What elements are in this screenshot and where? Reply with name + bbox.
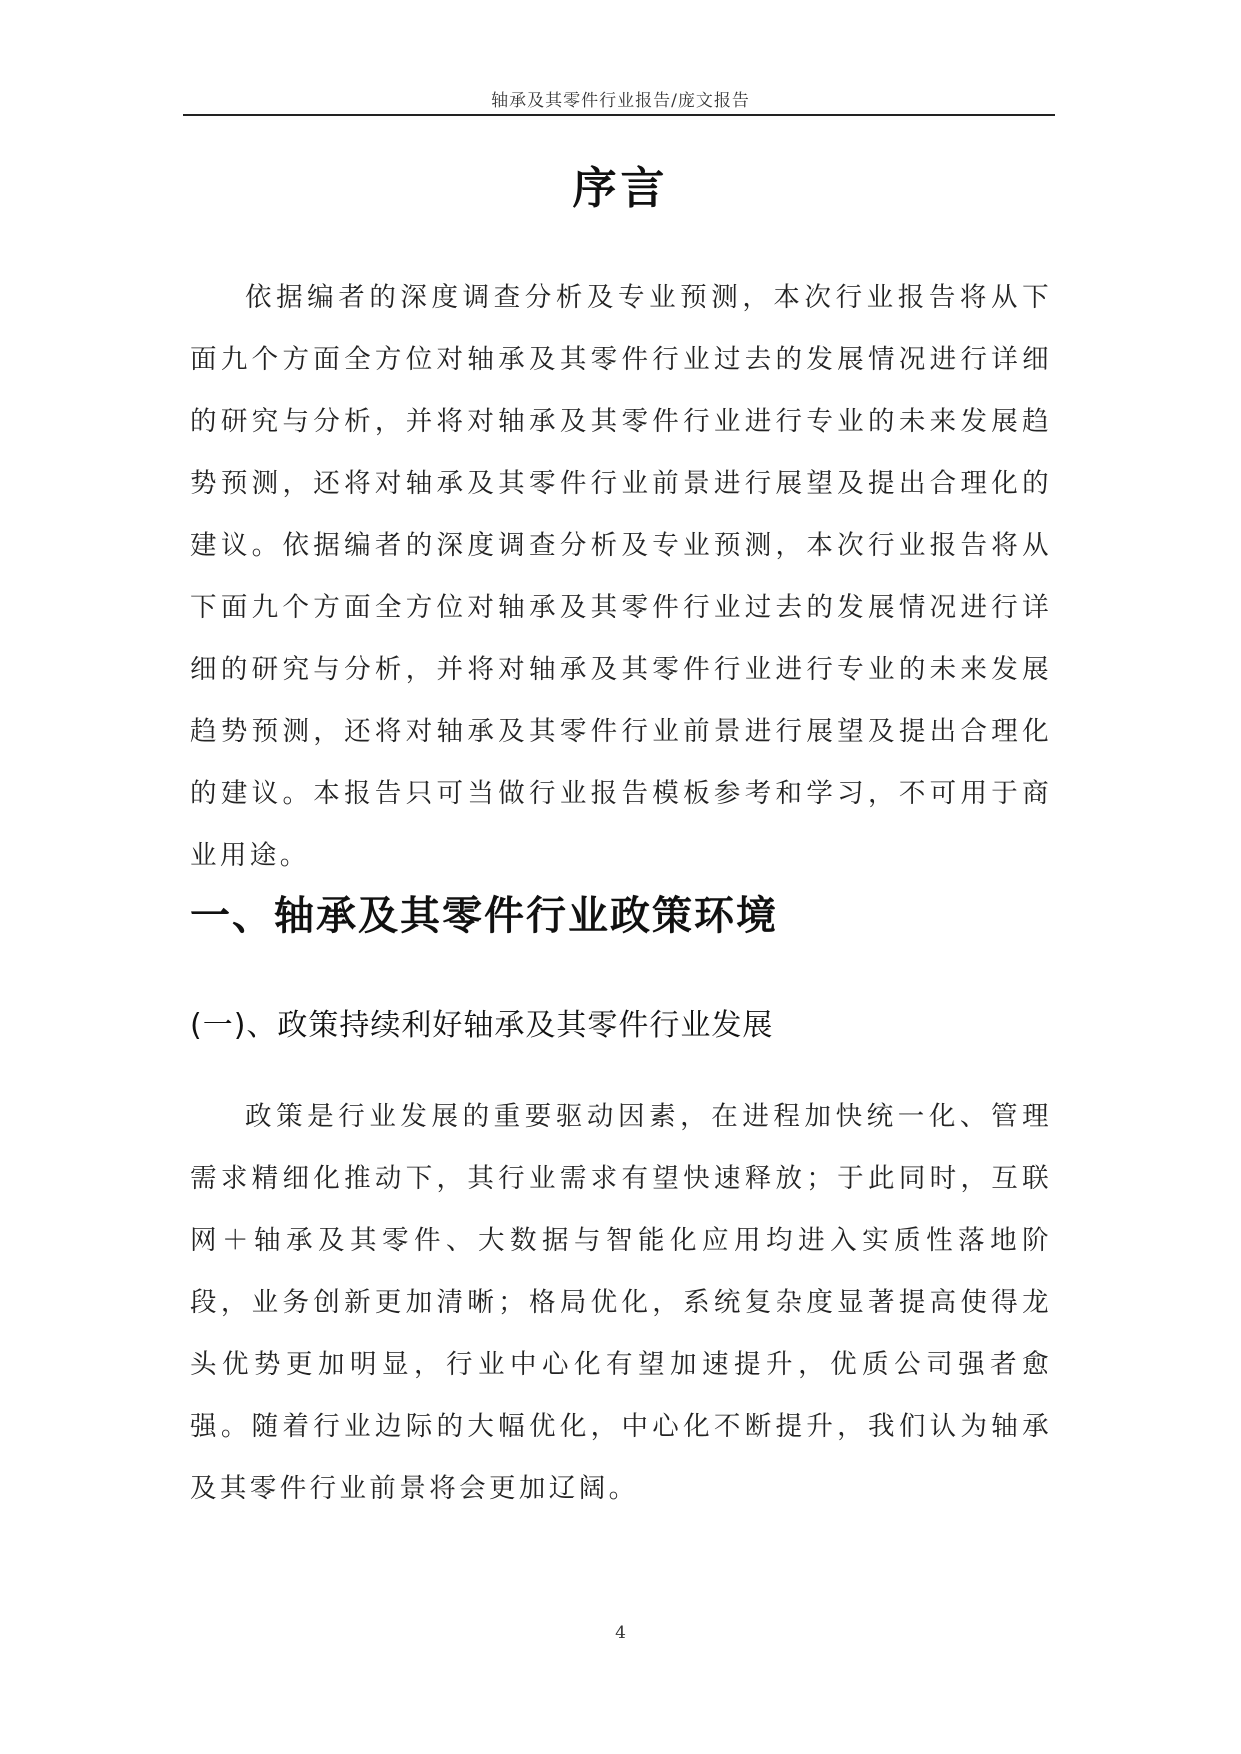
running-header: 轴承及其零件行业报告/庞文报告 — [491, 91, 750, 111]
subsection-heading: (一)、政策持续利好轴承及其零件行业发展 — [190, 1008, 774, 1043]
header-divider — [183, 114, 1055, 116]
page-number: 4 — [615, 1623, 626, 1643]
preface-paragraph: 依据编者的深度调查分析及专业预测，本次行业报告将从下面九个方面全方位对轴承及其零件行业过去的发展情况进行详细的研究与分析，并将对轴承及其零件行业进行专业的未来发展趋势预测，还将对轴承及其零件行业前景进行展望及提出合理化的建议。依据编者的深度调查分析及专业预测，本次行业报告将从下面九个方面全方位对轴承及其零件行业过去的发展情况进行详细的研究与分析，并将对轴承及其零件行业进行专业的未来发展趋势预测，还将对轴承及其零件行业前景进行展望及提出合理化的建议。本报告只可当做行业报告模板参考和学习，不可用于商业用途。 — [190, 282, 1052, 871]
section-heading: 一、轴承及其零件行业政策环境 — [190, 893, 778, 939]
preface-title: 序言 — [572, 163, 669, 214]
subsection-paragraph: 政策是行业发展的重要驱动因素，在进程加快统一化、管理需求精细化推动下，其行业需求有望快速释放；于此同时，互联网＋轴承及其零件、大数据与智能化应用均进入实质性落地阶段，业务创新更加清晰；格局优化，系统复杂度显著提高使得龙头优势更加明显，行业中心化有望加速提升，优质公司强者愈强。随着行业边际的大幅优化，中心化不断提升，我们认为轴承及其零件行业前景将会更加辽阔。 — [190, 1101, 1052, 1504]
